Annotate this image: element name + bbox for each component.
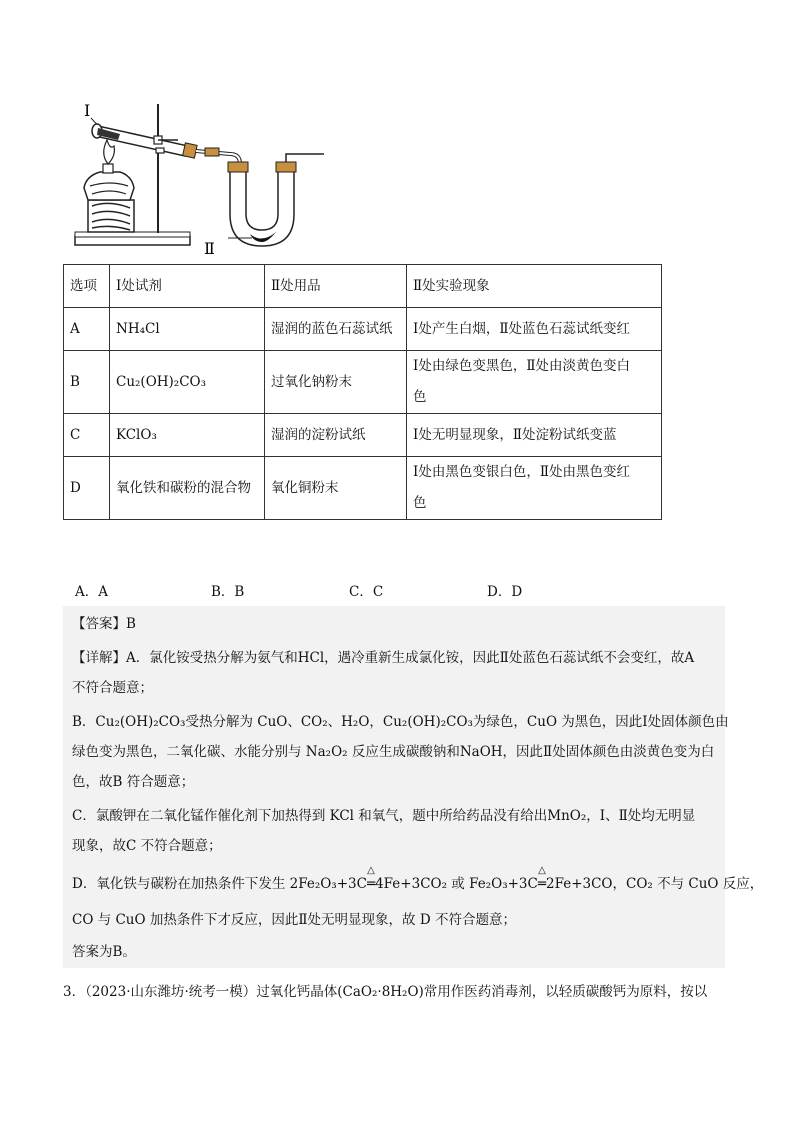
label-I: I: [84, 101, 91, 120]
explanation-line: C．氯酸钾在二氧化锰作催化剂下加热得到 KCl 和氧气，题中所给药品没有给出MnO₂，Ⅰ、Ⅱ处均无明显: [72, 808, 696, 824]
table-cell: Ⅰ处无明显现象，Ⅱ处淀粉试纸变蓝: [407, 414, 662, 457]
table-cell: 过氧化钠粉末: [265, 351, 407, 414]
cell-line: 色: [413, 495, 427, 511]
u-tube-stopper-left: [228, 162, 248, 172]
table-cell: Cu₂(OH)₂CO₃: [110, 351, 265, 414]
cell-line: Ⅰ处由绿色变黑色，Ⅱ处由淡黄色变白: [413, 358, 631, 374]
heat-symbol: △: [538, 865, 546, 876]
header-cell: 选项: [64, 265, 110, 308]
choice-d[interactable]: D．D: [487, 584, 523, 600]
header-cell: Ⅱ处实验现象: [407, 265, 662, 308]
explanation-line: 不符合题意；: [72, 680, 153, 696]
explanation-line: 色，故B 符合题意；: [72, 774, 195, 790]
options-table: [63, 264, 662, 520]
table-cell: B: [64, 351, 110, 414]
stopper: [183, 143, 197, 158]
table-cell: A: [64, 308, 110, 351]
table-cell: KClO₃: [110, 414, 265, 457]
table-row: [64, 457, 662, 520]
table-row: [64, 351, 662, 414]
flame: [104, 140, 115, 164]
heating-equals-sign: △ ═: [366, 865, 376, 892]
choice-a[interactable]: A．A: [75, 584, 108, 600]
choice-b[interactable]: B．B: [211, 584, 245, 600]
header-cell: Ⅱ处用品: [265, 265, 407, 308]
powder-sample: [250, 232, 276, 242]
table-cell: 氧化铁和碳粉的混合物: [110, 457, 265, 520]
table-cell: [407, 351, 662, 414]
explanation-line: 【详解】A．氯化铵受热分解为氨气和HCl，遇冷重新生成氯化铵，因此Ⅱ处蓝色石蕊试纸不会变红，故A: [72, 650, 695, 666]
equation-part: 4Fe+3CO₂ 或 Fe₂O₃+3C: [375, 876, 538, 892]
table-row: [64, 414, 662, 457]
u-tube-stopper-right: [276, 162, 296, 172]
table-cell: 氧化铜粉末: [265, 457, 407, 520]
heating-equals-sign: △ ═: [537, 865, 546, 892]
equation-part: D．氧化铁与碳粉在加热条件下发生 2Fe₂O₃+3C: [72, 876, 367, 892]
table-cell: Ⅰ处产生白烟，Ⅱ处蓝色石蕊试纸变红: [407, 308, 662, 351]
heat-symbol: △: [367, 865, 375, 876]
table-cell: 湿润的淀粉试纸: [265, 414, 407, 457]
answer-explanation: [63, 606, 764, 968]
question-3-stem: 3．（2023·山东潍坊·统考一模）过氧化钙晶体(CaO₂·8H₂O)常用作医药消毒剂，以轻质碳酸钙为原料，按以: [63, 984, 708, 1000]
table-cell: D: [64, 457, 110, 520]
choice-c[interactable]: C．C: [349, 584, 384, 600]
explanation-line: 绿色变为黑色，二氧化碳、水能分别与 Na₂O₂ 反应生成碳酸钠和NaOH，因此Ⅱ处固体颜色由淡黄色变为白: [72, 744, 715, 760]
explanation-line: 现象，故C 不符合题意；: [72, 838, 222, 854]
header-cell: Ⅰ处试剂: [110, 265, 265, 308]
cell-line: 色: [413, 389, 427, 405]
explanation-line: CO 与 CuO 加热条件下才反应，因此Ⅱ处无明显现象，故 D 不符合题意；: [72, 912, 516, 928]
answer-line: 【答案】B: [72, 616, 136, 632]
table-cell: 湿润的蓝色石蕊试纸: [265, 308, 407, 351]
answer-choices: [75, 580, 675, 600]
table-row: [64, 308, 662, 351]
cell-line: Ⅰ处由黑色变银白色，Ⅱ处由黑色变红: [413, 464, 631, 480]
explanation-line: 答案为B。: [72, 944, 136, 960]
table-cell: C: [64, 414, 110, 457]
explanation-line: B．Cu₂(OH)₂CO₃受热分解为 CuO、CO₂、H₂O，Cu₂(OH)₂CO₃为绿色，CuO 为黑色，因此Ⅰ处固体颜色由: [72, 714, 729, 730]
explanation-line: [72, 865, 764, 892]
equation-part: 2Fe+3CO，CO₂ 不与 CuO 反应，: [545, 876, 764, 892]
u-tube: [230, 172, 294, 246]
table-cell: [407, 457, 662, 520]
table-cell: NH₄Cl: [110, 308, 265, 351]
label-II: Ⅱ: [204, 239, 215, 256]
table-header-row: [64, 265, 662, 308]
experiment-apparatus-figure: [70, 96, 340, 256]
